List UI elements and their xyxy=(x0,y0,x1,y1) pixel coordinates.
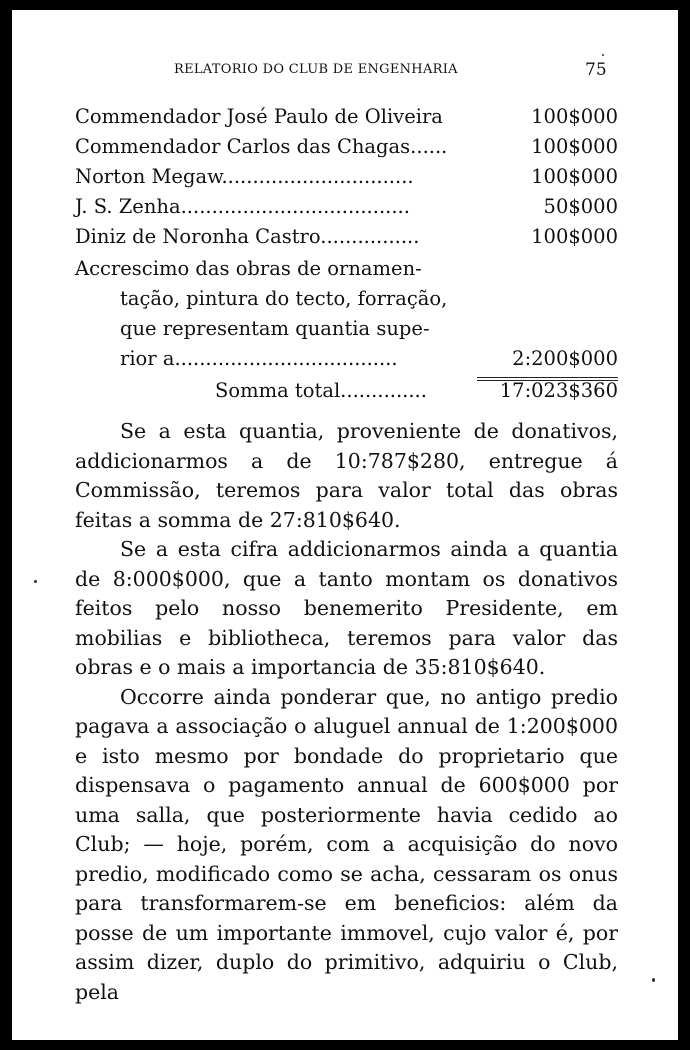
extra-line xyxy=(75,314,618,344)
total-amount: 17:023$360 xyxy=(499,379,618,402)
extra-line xyxy=(75,284,618,314)
donor-name: Commendador José Paulo de Oliveira xyxy=(75,105,443,128)
book-page xyxy=(12,10,678,1040)
body-text xyxy=(75,417,618,1007)
donor-name: Norton Megaw............................... xyxy=(75,165,414,188)
extra-text: que representam quantia supe- xyxy=(120,317,430,340)
paper-speck xyxy=(602,54,604,56)
donation-row xyxy=(75,192,618,222)
page-number: 75 xyxy=(585,60,607,80)
donation-amount: 100$000 xyxy=(531,165,618,188)
donation-amount: 100$000 xyxy=(531,105,618,128)
donor-name: J. S. Zenha..................................... xyxy=(75,195,410,218)
extra-amount: 2:200$000 xyxy=(512,347,618,370)
donation-row xyxy=(75,132,618,162)
donation-amount: 100$000 xyxy=(531,225,618,248)
running-header xyxy=(12,60,678,80)
header-title: RELATORIO DO CLUB DE ENGENHARIA xyxy=(174,62,458,77)
extra-text: rior a.................................... xyxy=(120,347,398,370)
extra-line xyxy=(75,254,618,284)
paper-speck xyxy=(34,580,37,583)
total-row xyxy=(75,376,618,406)
extra-line xyxy=(75,344,618,374)
donation-row xyxy=(75,102,618,132)
donation-row xyxy=(75,162,618,192)
paragraph: Se a esta quantia, proveniente de donativos, addicionarmos a de 10:787$280, entregue á Commissão, teremos para valor total das obras feitas a somma de 27:810$640. xyxy=(75,419,618,532)
extra-text: tação, pintura do tecto, forração, xyxy=(120,287,448,310)
paragraph: Se a esta cifra addicionarmos ainda a quantia de 8:000$000, que a tanto montam os donativos feitos pelo nosso benemerito Presidente, em mobilias e bibliotheca, teremos para valor das obras e o mais a importancia de 35:810$640. xyxy=(75,537,618,679)
donation-amount: 50$000 xyxy=(543,195,618,218)
donation-amount: 100$000 xyxy=(531,135,618,158)
paper-speck xyxy=(652,978,655,982)
donation-row xyxy=(75,222,618,252)
extra-text: Accrescimo das obras de ornamen- xyxy=(75,257,422,280)
donor-name: Commendador Carlos das Chagas...... xyxy=(75,135,448,158)
donor-name: Diniz de Noronha Castro................ xyxy=(75,225,420,248)
total-label: Somma total.............. xyxy=(215,379,427,402)
paragraph: Occorre ainda ponderar que, no antigo predio pagava a associação o aluguel annual de 1:200$000 e isto mesmo por bondade do proprietario que dispensava o pagamento annual de 600$000 por uma salla, que posteriormente havia cedido ao Club; — hoje, porém, com a acquisição do novo predio, modificado como se acha, cessaram os onus para transformarem-se em beneficios: além da posse de um importante immovel, cujo valor é, por assim dizer, duplo do primitivo, adquiriu o Club, pela xyxy=(75,684,618,1004)
